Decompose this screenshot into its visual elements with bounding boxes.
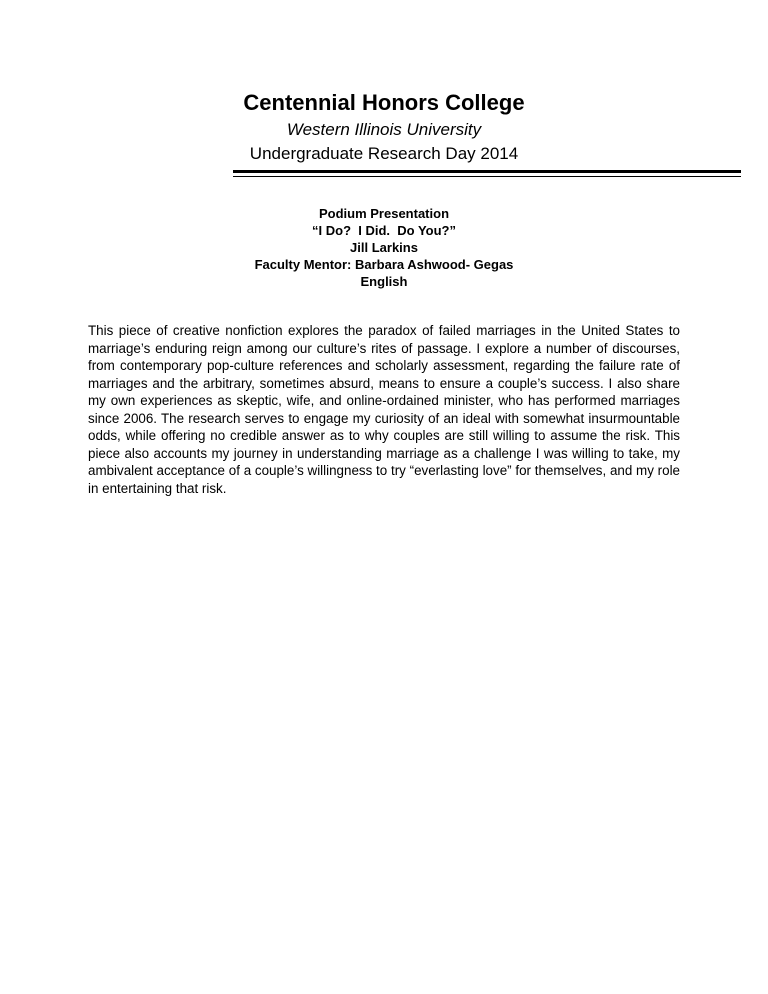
presentation-title: “I Do? I Did. Do You?”	[312, 223, 456, 238]
header-divider-thick	[233, 170, 741, 173]
document-header	[0, 88, 768, 166]
presentation-type: Podium Presentation	[318, 206, 450, 221]
event-name: Undergraduate Research Day 2014	[249, 144, 519, 163]
faculty-mentor: Faculty Mentor: Barbara Ashwood- Gegas	[254, 257, 514, 272]
author-name: Jill Larkins	[350, 240, 418, 255]
header-divider-thin	[233, 176, 741, 177]
department: English	[360, 274, 408, 289]
university-name: Western Illinois University	[286, 120, 482, 139]
college-name: Centennial Honors College	[243, 90, 525, 115]
presentation-info	[0, 205, 768, 290]
abstract-text: This piece of creative nonfiction explores the paradox of failed marriages in the United States to marriage’s enduring reign among our culture’s rites of passage. I explore a number of discourses, from contemporary pop-culture references and scholarly assessment, regarding the failure rate of marriages and the arbitrary, sometimes absurd, means to ensure a couple’s success. I also share my own experiences as skeptic, wife, and online-ordained minister, who has performed marriages since 2006. The research serves to engage my curiosity of an ideal with somewhat insurmountable odds, while offering no credible answer as to why couples are still willing to assume the risk. This piece also accounts my journey in understanding marriage as a challenge I was willing to take, my ambivalent acceptance of a couple’s willingness to try “everlasting love” for themselves, and my role in entertaining that risk.	[88, 323, 680, 496]
